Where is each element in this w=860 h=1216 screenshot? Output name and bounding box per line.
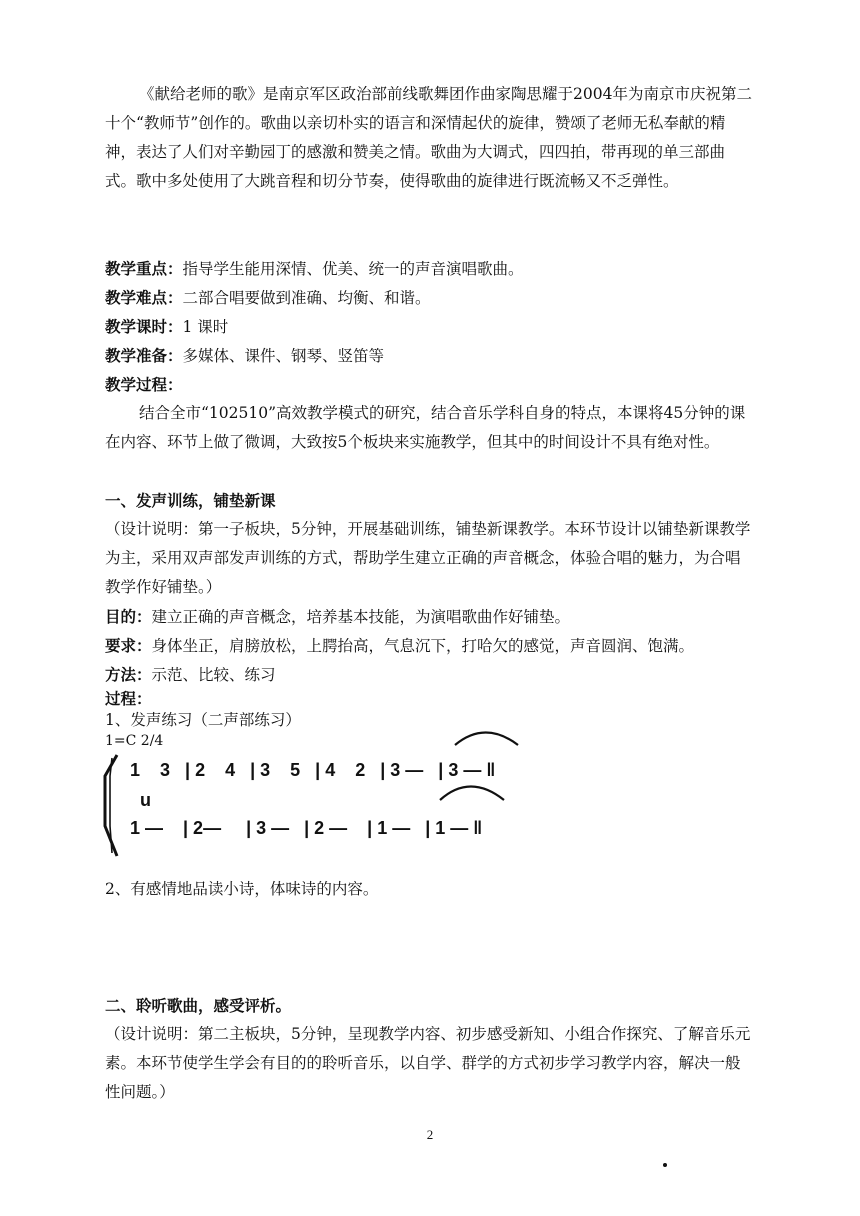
brace-bracket-inner [110, 758, 112, 853]
section2-note: （设计说明：第二主板块，5分钟，呈现教学内容、初步感受新知、小组合作探究、了解音乐元素。本环节使学生学会有目的的聆听音乐，以自学、群学的方式初步学习教学内容，解决一般性问题。） [105, 1025, 751, 1101]
teaching-focus-label: 教学重点： [105, 259, 183, 278]
score-marks [100, 728, 620, 868]
method-line [105, 660, 755, 690]
requirement-line [105, 631, 755, 661]
key-signature: 1=C 2/4 [105, 733, 164, 749]
step1-text: 1、发声练习（二声部练习） [105, 711, 301, 729]
method-label: 方法： [105, 665, 152, 684]
syllable-u: u [140, 790, 151, 810]
tie-lower [440, 787, 504, 801]
goal-text: 建立正确的声音概念，培养基本技能，为演唱歌曲作好铺垫。 [151, 608, 571, 626]
tie-upper [455, 733, 518, 746]
lower-voice-line: 1 — | 2— | 3 — | 2 — | 1 — | 1 — ‖ [130, 818, 483, 838]
requirement-label: 要求： [105, 636, 152, 655]
vocal-exercise-score [100, 728, 620, 868]
teaching-difficulty-label: 教学难点： [105, 288, 183, 307]
footer-dot [663, 1163, 667, 1167]
goal-line [105, 602, 755, 632]
process-paragraph: 结合全市“102510”高效教学模式的研究，结合音乐学科自身的特点，本课将45分钟的课在内容、环节上做了微调，大致按5个板块来实施教学，但其中的时间设计不具有绝对性。 [105, 404, 746, 451]
teaching-hours [105, 312, 755, 342]
teaching-hours-text: 1 课时 [182, 318, 229, 336]
section2-heading: 二、聆听歌曲，感受评析。 [105, 996, 292, 1015]
procedure-label: 过程： [105, 689, 152, 708]
requirement-text: 身体坐正，肩膀放松，上腭抬高，气息沉下，打哈欠的感觉，声音圆润、饱满。 [151, 637, 695, 655]
method-text: 示范、比较、练习 [151, 666, 276, 684]
page-number: 2 [426, 1127, 434, 1142]
teaching-difficulty [105, 283, 755, 313]
step2-text: 2、有感情地品读小诗，体味诗的内容。 [105, 880, 379, 898]
teaching-prep [105, 341, 755, 371]
teaching-focus [105, 254, 755, 284]
section1-note: （设计说明：第一子板块，5分钟，开展基础训练，铺垫新课教学。本环节设计以铺垫新课教学为主，采用双声部发声训练的方式，帮助学生建立正确的声音概念，体验合唱的魅力，为合唱教学作好铺垫。） [105, 520, 751, 596]
goal-label: 目的： [105, 607, 152, 626]
teaching-hours-label: 教学课时： [105, 317, 183, 336]
intro-paragraph: 《献给老师的歌》是南京军区政治部前线歌舞团作曲家陶思耀于2004年为南京市庆祝第二十个“教师节”创作的。歌曲以亲切朴实的语言和深情起伏的旋律，赞颂了老师无私奉献的精神，表达了人们对辛勤园丁的感激和赞美之情。歌曲为大调式，四四拍，带再现的单三部曲式。歌中多处使用了大跳音程和切分节奏，使得歌曲的旋律进行既流畅又不乏弹性。 [105, 85, 752, 190]
upper-voice-line: 1 3 | 2 4 | 3 5 | 4 2 | 3 — | 3 — ‖ [130, 760, 496, 780]
section1-heading: 一、发声训练，铺垫新课 [105, 491, 276, 510]
teaching-prep-text: 多媒体、课件、钢琴、竖笛等 [182, 347, 385, 365]
teaching-prep-label: 教学准备： [105, 346, 183, 365]
process-label: 教学过程： [105, 375, 183, 394]
teaching-difficulty-text: 二部合唱要做到准确、均衡、和谐。 [182, 289, 431, 307]
teaching-focus-text: 指导学生能用深情、优美、统一的声音演唱歌曲。 [182, 260, 524, 278]
